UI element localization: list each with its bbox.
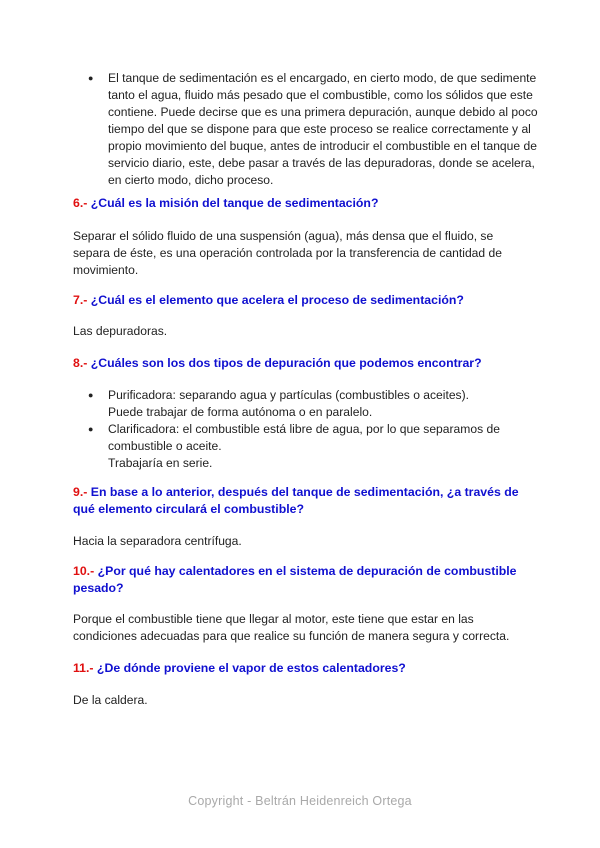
question-9 — [73, 484, 533, 518]
answer-8-bullet-2-sub: Trabajaría en serie. — [108, 456, 213, 470]
question-6-text: ¿Cuál es la misión del tanque de sedimentación? — [87, 196, 379, 210]
answer-7: Las depuradoras. — [73, 324, 168, 338]
answer-8-bullet-1 — [88, 387, 538, 421]
question-6-number: 6.- — [73, 196, 88, 210]
answer-10: Porque el combustible tiene que llegar al motor, este tiene que estar en las condiciones adecuadas para que realice su función de manera segura y correcta. — [73, 612, 510, 643]
answer-11: De la caldera. — [73, 693, 148, 707]
question-8-text: ¿Cuáles son los dos tipos de depuración que podemos encontrar? — [87, 356, 482, 370]
answer-8-bullet-1-sub: Puede trabajar de forma autónoma o en paralelo. — [108, 405, 373, 419]
answer-8-list — [88, 387, 538, 472]
answer-8-bullet-2-main: Clarificadora: el combustible está libre de agua, por lo que separamos de combustible o aceite. — [108, 422, 500, 453]
copyright-footer: Copyright - Beltrán Heidenreich Ortega — [188, 794, 412, 808]
question-10 — [73, 563, 533, 597]
question-8-number: 8.- — [73, 356, 88, 370]
intro-bullet-list — [88, 70, 538, 189]
answer-9: Hacia la separadora centrífuga. — [73, 534, 242, 548]
answer-6: Separar el sólido fluido de una suspensión (agua), más densa que el fluido, se separa de éste, es una operación controlada por la transferencia de cantidad de movimiento. — [73, 229, 502, 277]
question-11-text: ¿De dónde proviene el vapor de estos calentadores? — [93, 661, 406, 675]
answer-8-bullet-2 — [88, 421, 538, 472]
question-11 — [73, 660, 533, 677]
question-7-text: ¿Cuál es el elemento que acelera el proceso de sedimentación? — [87, 293, 464, 307]
question-11-number: 11.- — [73, 661, 94, 675]
question-10-text: ¿Por qué hay calentadores en el sistema de depuración de combustible pesado? — [73, 564, 517, 595]
question-8 — [73, 355, 533, 372]
question-9-number: 9.- — [73, 485, 88, 499]
question-7 — [73, 292, 533, 309]
intro-bullet: ● El tanque de sedimentación es el encargado, en cierto modo, de que sedimente tanto el agua, fluido más pesado que el combustible, como los sólidos que este contiene. Puede decirse que es una primera depuración, aunque debido al poco tiempo del que se dispone para que este proceso se realice correctamente y al propio movimiento del buque, antes de introducir el combustible en el tanque de servicio diario, este, debe pasar a través de las depuradoras, donde se acelera, en cierto modo, dicho proceso. — [88, 70, 538, 189]
question-7-number: 7.- — [73, 293, 88, 307]
answer-8-bullet-1-main: Purificadora: separando agua y partículas (combustibles o aceites). — [108, 388, 469, 402]
question-6 — [73, 195, 533, 212]
question-10-number: 10.- — [73, 564, 95, 578]
question-9-text: En base a lo anterior, después del tanque de sedimentación, ¿a través de qué elemento circulará el combustible? — [73, 485, 519, 516]
